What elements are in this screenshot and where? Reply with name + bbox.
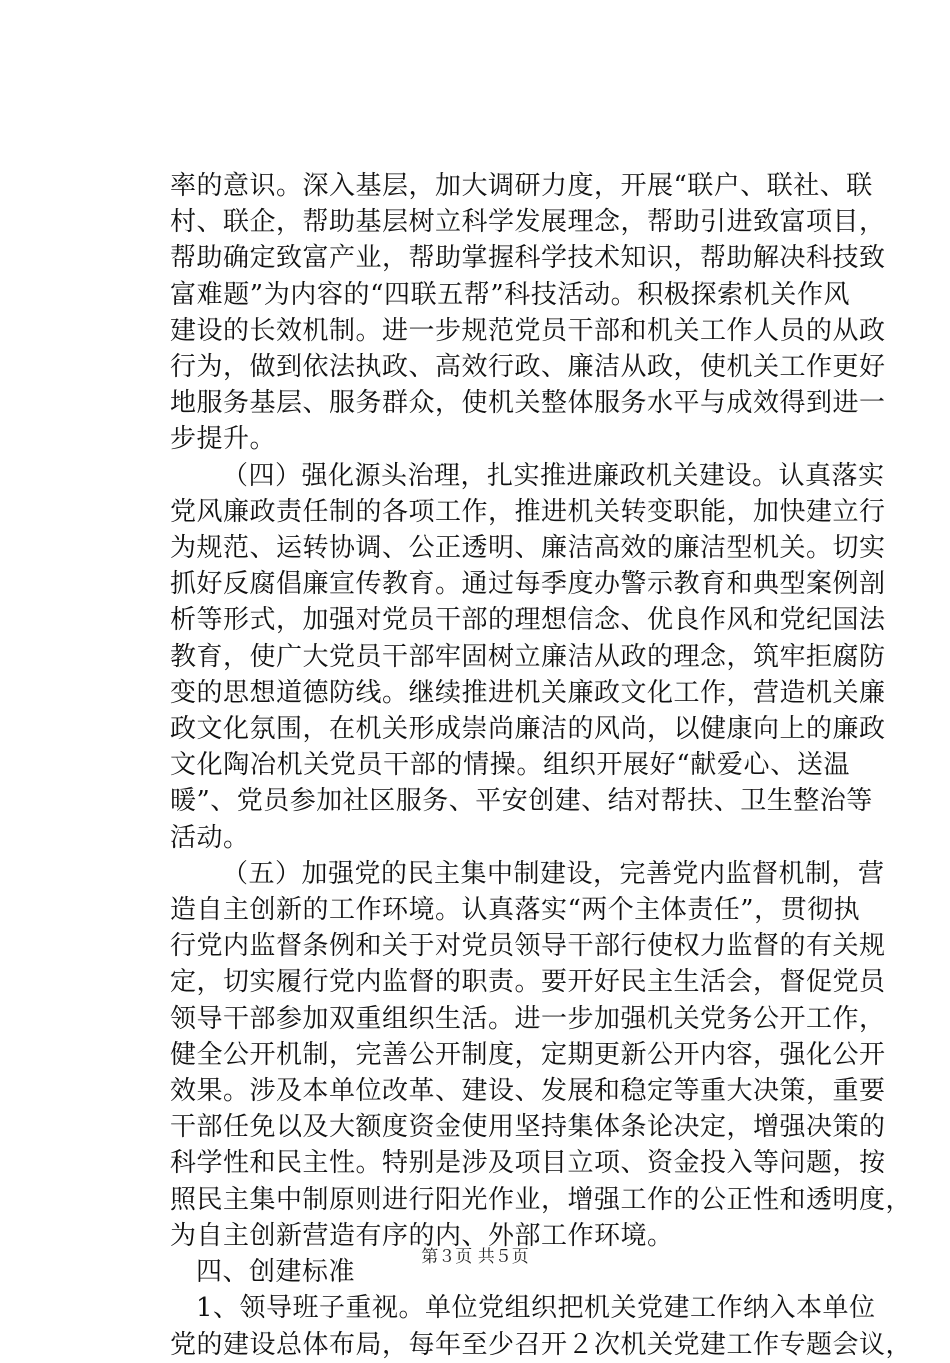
text-line: （四）强化源头治理，扎实推进廉政机关建设。认真落实 (222, 460, 885, 491)
page-footer: 第３页 共５页 (421, 1247, 529, 1267)
text-line: 抓好反腐倡廉宣传教育。通过每季度办警示教育和典型案例剖 (170, 569, 886, 600)
text-line: 干部任免以及大额度资金使用坚持集体条论决定，增强决策的 (170, 1112, 886, 1143)
text-line: 变的思想道德防线。继续推进机关廉政文化工作，营造机关廉 (170, 677, 886, 708)
text-line: 析等形式，加强对党员干部的理想信念、优良作风和党纪国法 (170, 605, 886, 636)
text-line: 文化陶冶机关党员干部的情操。组织开展好“献爱心、送温 (170, 750, 850, 781)
text-line: 1、领导班子重视。单位党组织把机关党建工作纳入本单位 (196, 1293, 876, 1324)
text-line: 党的建设总体布局，每年至少召开２次机关党建工作专题会议， (170, 1329, 913, 1360)
text-line: 效果。涉及本单位改革、建设、发展和稳定等重大决策，重要 (170, 1076, 886, 1107)
text-line: 帮助确定致富产业，帮助掌握科学技术知识，帮助解决科技致 (170, 243, 886, 274)
text-line: 行党内监督条例和关于对党员领导干部行使权力监督的有关规 (170, 931, 886, 962)
document-body (170, 168, 913, 1363)
text-line: 地服务基层、服务群众，使机关整体服务水平与成效得到进一 (170, 388, 886, 419)
text-line: 行为，做到依法执政、高效行政、廉洁从政，使机关工作更好 (170, 352, 886, 383)
text-line: 步提升。 (170, 424, 277, 455)
text-line: 定，切实履行党内监督的职责。要开好民主生活会，督促党员 (170, 967, 886, 998)
text-line: 为自主创新营造有序的内、外部工作环境。 (170, 1220, 674, 1251)
text-line: 党风廉政责任制的各项工作，推进机关转变职能，加快建立行 (170, 496, 886, 527)
text-line: 政文化氛围，在机关形成崇尚廉洁的风尚，以健康向上的廉政 (170, 714, 886, 745)
text-line: 活动。 (170, 822, 250, 853)
text-line: 四、创建标准 (196, 1257, 356, 1288)
text-line: 富难题”为内容的“四联五帮”科技活动。积极探索机关作风 (170, 279, 850, 310)
text-line: 造自主创新的工作环境。认真落实“两个主体责任”，贯彻执 (170, 895, 861, 926)
text-line: 为规范、运转协调、公正透明、廉洁高效的廉洁型机关。切实 (170, 533, 886, 564)
text-line: 教育，使广大党员干部牢固树立廉洁从政的理念，筑牢拒腐防 (170, 641, 886, 672)
text-line: 村、联企，帮助基层树立科学发展理念，帮助引进致富项目， (170, 207, 886, 238)
text-line: 健全公开机制，完善公开制度，定期更新公开内容，强化公开 (170, 1039, 886, 1070)
text-line: 照民主集中制原则进行阳光作业，增强工作的公正性和透明度， (170, 1184, 913, 1215)
text-line: 科学性和民主性。特别是涉及项目立项、资金投入等问题，按 (170, 1148, 886, 1179)
text-line: 率的意识。深入基层，加大调研力度，开展“联户、联社、联 (170, 171, 873, 201)
text-line: 建设的长效机制。进一步规范党员干部和机关工作人员的从政 (170, 315, 886, 346)
text-line: 暖”、党员参加社区服务、平安创建、结对帮扶、卫生整治等 (170, 786, 873, 817)
text-line: 领导干部参加双重组织生活。进一步加强机关党务公开工作， (170, 1003, 886, 1034)
text-line: （五）加强党的民主集中制建设，完善党内监督机制，营 (222, 858, 885, 889)
